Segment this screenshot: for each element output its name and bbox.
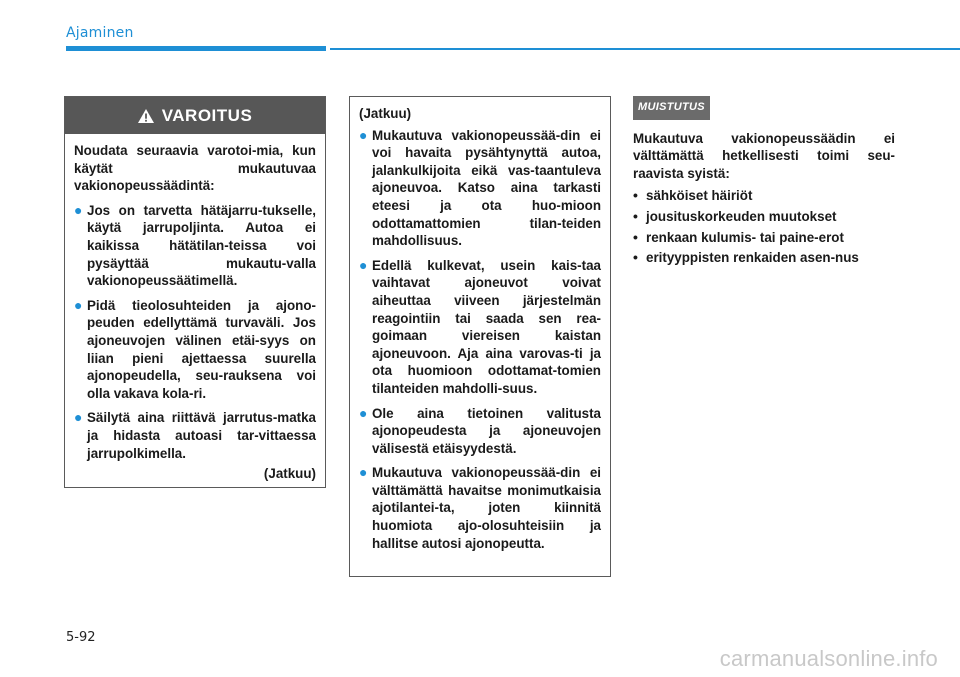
warning-intro: Noudata seuraavia varotoi-mia, kun käytät mukautuvaa vakionopeussäädintä:	[74, 143, 316, 194]
header-rule-accent	[66, 46, 326, 51]
list-item: ● Pidä tieolosuhteiden ja ajono-peuden edellyttämä turvaväli. Jos ajoneuvojen välinen etäi-syys on liian pieni ajettaessa suurella ajonopeudella, seu-rauksena voi olla vakava kola-ri.	[74, 296, 316, 401]
warning-continuation-box	[349, 96, 611, 577]
list-item: • renkaan kulumis- tai paine-erot	[633, 228, 844, 245]
continuation-label: (Jatkuu)	[359, 106, 412, 121]
list-item: ● Jos on tarvetta hätäjarru-tukselle, käytä jarrupoljinta. Autoa ei kaikissa hätätilan-teissa voi pysäyttää mukautu-valla vakionopeussäätimellä.	[74, 201, 316, 289]
list-item: ● Säilytä aina riittävä jarrutus-matka ja hidasta autoasi tar-vittaessa jarrupolkimella.	[74, 409, 316, 461]
header-rule	[330, 48, 960, 50]
note-list	[633, 187, 895, 266]
note-section	[633, 96, 895, 267]
list-item: • sähköiset häiriöt	[633, 187, 753, 204]
note-intro: Mukautuva vakionopeussäädin ei välttämättä hetkellisesti toimi seu-raavista syistä:	[633, 130, 895, 181]
continued-label: (Jatkuu)	[263, 466, 316, 482]
warning-list	[74, 202, 316, 462]
warning-title: VAROITUS	[161, 105, 253, 125]
note-tag: MUISTUTUS	[633, 96, 710, 120]
list-item: • erityyppisten renkaiden asen-nus	[633, 249, 859, 266]
list-item: ● Mukautuva vakionopeussää-din ei välttämättä havaitse monimutkaisia ajotilantei-ta, joten kiinnitä huomiota ajo-olosuhteisiin ja hallitse autosi ajonopeutta.	[359, 464, 601, 551]
section-title: Ajaminen	[66, 25, 134, 41]
warning-header	[65, 97, 325, 134]
page-number: 5-92	[66, 630, 96, 645]
list-item: ● Edellä kulkevat, usein kais-taa vaihtavat ajoneuvot voivat aiheuttaa viiveen järjestelmän reagointiin tai saada sen rea-goimaan viereisen kaistan ajoneuvoon. Aja aina varovas-ti ja ota huomioon odottamat-tomien tilanteiden mahdolli-suus.	[359, 256, 601, 396]
warning-triangle-icon	[138, 109, 154, 123]
list-item: ● Ole aina tietoinen valitusta ajonopeudesta ja ajoneuvojen välisestä etäisyydestä.	[359, 404, 601, 456]
warning-box	[64, 96, 326, 488]
list-item: ● Mukautuva vakionopeussää-din ei voi havaita pysähtynyttä autoa, jalankulkijoita eikä vas-taantuleva ajoneuvoa. Katso aina tarkasti eteesi ja ota huo-mioon odottamattomien tilan-teiden mahdollisuus.	[359, 126, 601, 249]
list-item: • jousituskorkeuden muutokset	[633, 207, 837, 224]
watermark: carmanualsonline.info	[719, 646, 938, 671]
continuation-list	[359, 127, 601, 553]
